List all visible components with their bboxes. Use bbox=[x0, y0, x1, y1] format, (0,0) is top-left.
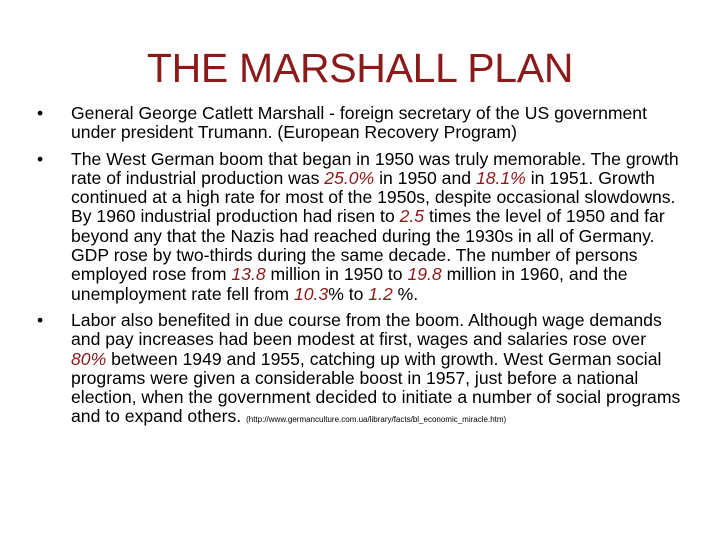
highlight-unemployment-from: 10.3 bbox=[293, 283, 329, 304]
highlight-growth-1950: 25.0% bbox=[324, 167, 375, 188]
bullet-text-part: %. bbox=[392, 283, 419, 304]
bullet-text-part: in 1951. Growth continued at a high rate for most of the 1950s, despite occasional slowdowns. By 1960 industrial production had risen to bbox=[71, 167, 676, 227]
slide-title: THE MARSHALL PLAN bbox=[146, 45, 574, 91]
bullet-list bbox=[0, 104, 720, 434]
bullet-text-part: between 1949 and 1955, catching up with growth. West German social programs were given a considerable boost in 1957, just before a national election, when the government decided to initiate a number of social programs and to expand others. bbox=[71, 348, 681, 427]
highlight-wage-rise: 80% bbox=[71, 348, 107, 369]
source-citation: (http://www.germanculture.com.ua/library/facts/bl_economic_miracle.htm) bbox=[246, 415, 507, 425]
bullet-item-labor bbox=[0, 311, 720, 427]
bullet-marker: • bbox=[37, 309, 44, 330]
highlight-employed-1950: 13.8 bbox=[231, 264, 266, 285]
bullet-item-marshall bbox=[0, 104, 720, 143]
bullet-text-part: Labor also benefited in due course from the boom. Although wage demands and pay increases had been modest at first, wages and salaries rose over bbox=[71, 309, 662, 350]
highlight-unemployment-to: 1.2 bbox=[368, 283, 393, 304]
bullet-text-part: million in 1950 to bbox=[265, 264, 408, 285]
highlight-production-multiple: 2.5 bbox=[399, 206, 425, 227]
bullet-item-boom bbox=[0, 150, 720, 304]
bullet-text: General George Catlett Marshall - foreign secretary of the US government under president Trumann. (European Recovery Program) bbox=[71, 103, 647, 143]
bullet-text-part: million in 1960, and the unemployment rate fell from bbox=[71, 264, 628, 304]
bullet-marker: • bbox=[37, 103, 44, 123]
bullet-marker: • bbox=[37, 148, 44, 169]
highlight-growth-1951: 18.1% bbox=[475, 167, 526, 188]
bullet-text-part: % to bbox=[328, 283, 369, 304]
bullet-text-part: The West German boom that began in 1950 was truly memorable. The growth rate of industrial production was bbox=[71, 148, 679, 188]
highlight-employed-1960: 19.8 bbox=[407, 264, 442, 285]
bullet-text-part: times the level of 1950 and far beyond any that the Nazis had reached during the 1930s in all of Germany. GDP rose by two-thirds during the same decade. The number of persons employed rose from bbox=[71, 206, 665, 285]
bullet-text-part: in 1950 and bbox=[374, 167, 476, 188]
